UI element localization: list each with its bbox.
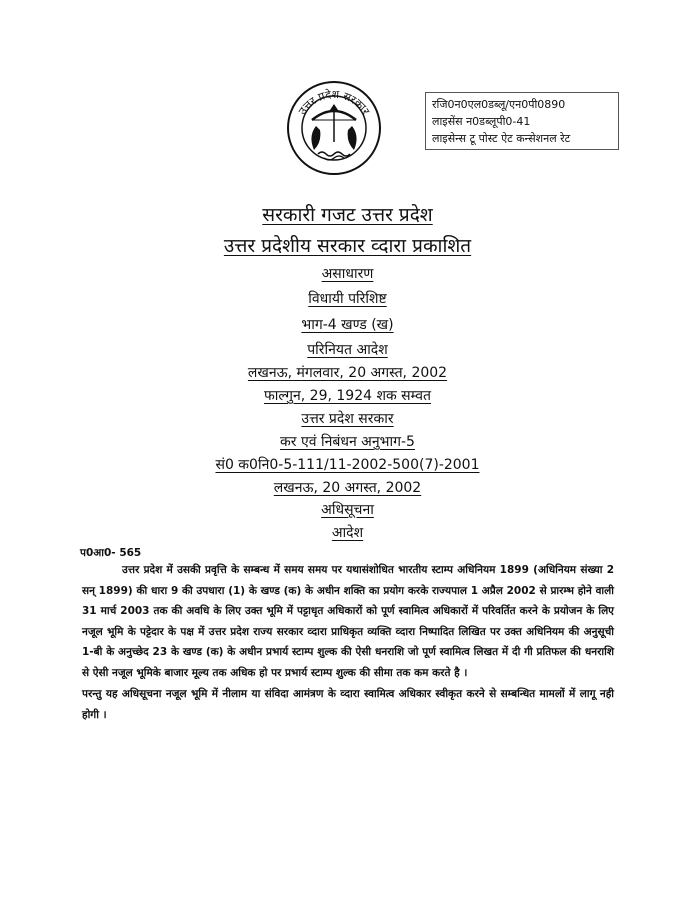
postal-license: लाइसेन्स टू पोस्ट ऐट कन्सेशनल रेट	[432, 132, 571, 145]
department-section: कर एवं निबंधन अनुभाग-5	[280, 434, 415, 450]
notification-date: लखनऊ, 20 अगस्त, 2002	[273, 480, 422, 496]
notification-heading: अधिसूचना	[321, 502, 374, 518]
license-number: लाइसेंस न0डब्लूपी0-41	[432, 115, 531, 128]
order-heading: आदेश	[331, 525, 364, 541]
notification-number: सं0 क0नि0-5-111/11-2002-500(7)-2001	[215, 457, 480, 473]
order-paragraph-proviso: परन्तु यह अधिसूचना नजूल भूमि में नीलाम या संविदा आमंत्रण के व्दारा स्वामित्व अधिकार स्वीकृत करने से सम्बन्धित मामलों में लागू नही होगी ।	[82, 688, 614, 721]
gazette-title: सरकारी गजट उत्तर प्रदेश	[262, 204, 433, 226]
saka-date-line: फाल्गुन, 29, 1924 शक सम्वत	[264, 388, 431, 404]
government-name: उत्तर प्रदेश सरकार	[301, 411, 394, 427]
up-government-seal-icon	[286, 80, 382, 176]
order-reference: प0आ0- 565	[80, 547, 142, 559]
gazette-subtitle: उत्तर प्रदेशीय सरकार व्दारा प्रकाशित	[223, 235, 472, 257]
registration-box	[425, 92, 619, 150]
order-paragraph-main: उत्तर प्रदेश में उसकी प्रवृत्ति के सम्बन्ध में समय समय पर यथासंशोधित भारतीय स्टाम्प अधिनियम 1899 (अधिनियम संख्या 2 सन् 1899) की धारा 9 की उपधारा (1) के खण्ड (क) के अधीन शक्ति का प्रयोग करके राज्यपाल 1 अप्रैल 2002 से प्रारम्भ होने वाली 31 मार्च 2003 तक की अवधि के लिए उक्त भूमि में पट्टाधृत अधिकारों को पूर्ण स्वामित्व अधिकारों में परिवर्तित करने के प्रयोजन के लिए नजूल भूमि के पट्टेदार के पक्ष में उत्तर प्रदेश राज्य सरकार व्दारा प्राधिकृत व्यक्ति व्दारा निष्पादित लिखित पर उक्त अधिनियम की अनुसूची 1-बी के अनुच्छेद 23 के खण्ड (क) के अधीन प्रभार्य स्टाम्प शुल्क की ऐसी धनराशि जो पूर्ण स्वामित्व लिखत में दी गी प्रतिफल की धनराशि से ऐसी नजूल भूमिके बाजार मूल्य तक अधिक हो पर प्रभार्य स्टाम्प शुल्क की सीमा तक कम करते है ।	[82, 564, 614, 679]
order-type-label: परिनियत आदेश	[307, 342, 388, 358]
date-line: लखनऊ, मंगलवार, 20 अगस्त, 2002	[247, 365, 448, 381]
seal-ring-text: उत्तर प्रदेश सरकार	[295, 87, 373, 118]
extraordinary-label: असाधारण	[321, 266, 374, 282]
registration-number: रजि0न0एल0डब्लू/एन0पी0890	[432, 98, 566, 111]
supplement-label: विधायी परिशिष्ट	[308, 291, 387, 307]
part-label: भाग-4 खण्ड (ख)	[301, 317, 394, 333]
